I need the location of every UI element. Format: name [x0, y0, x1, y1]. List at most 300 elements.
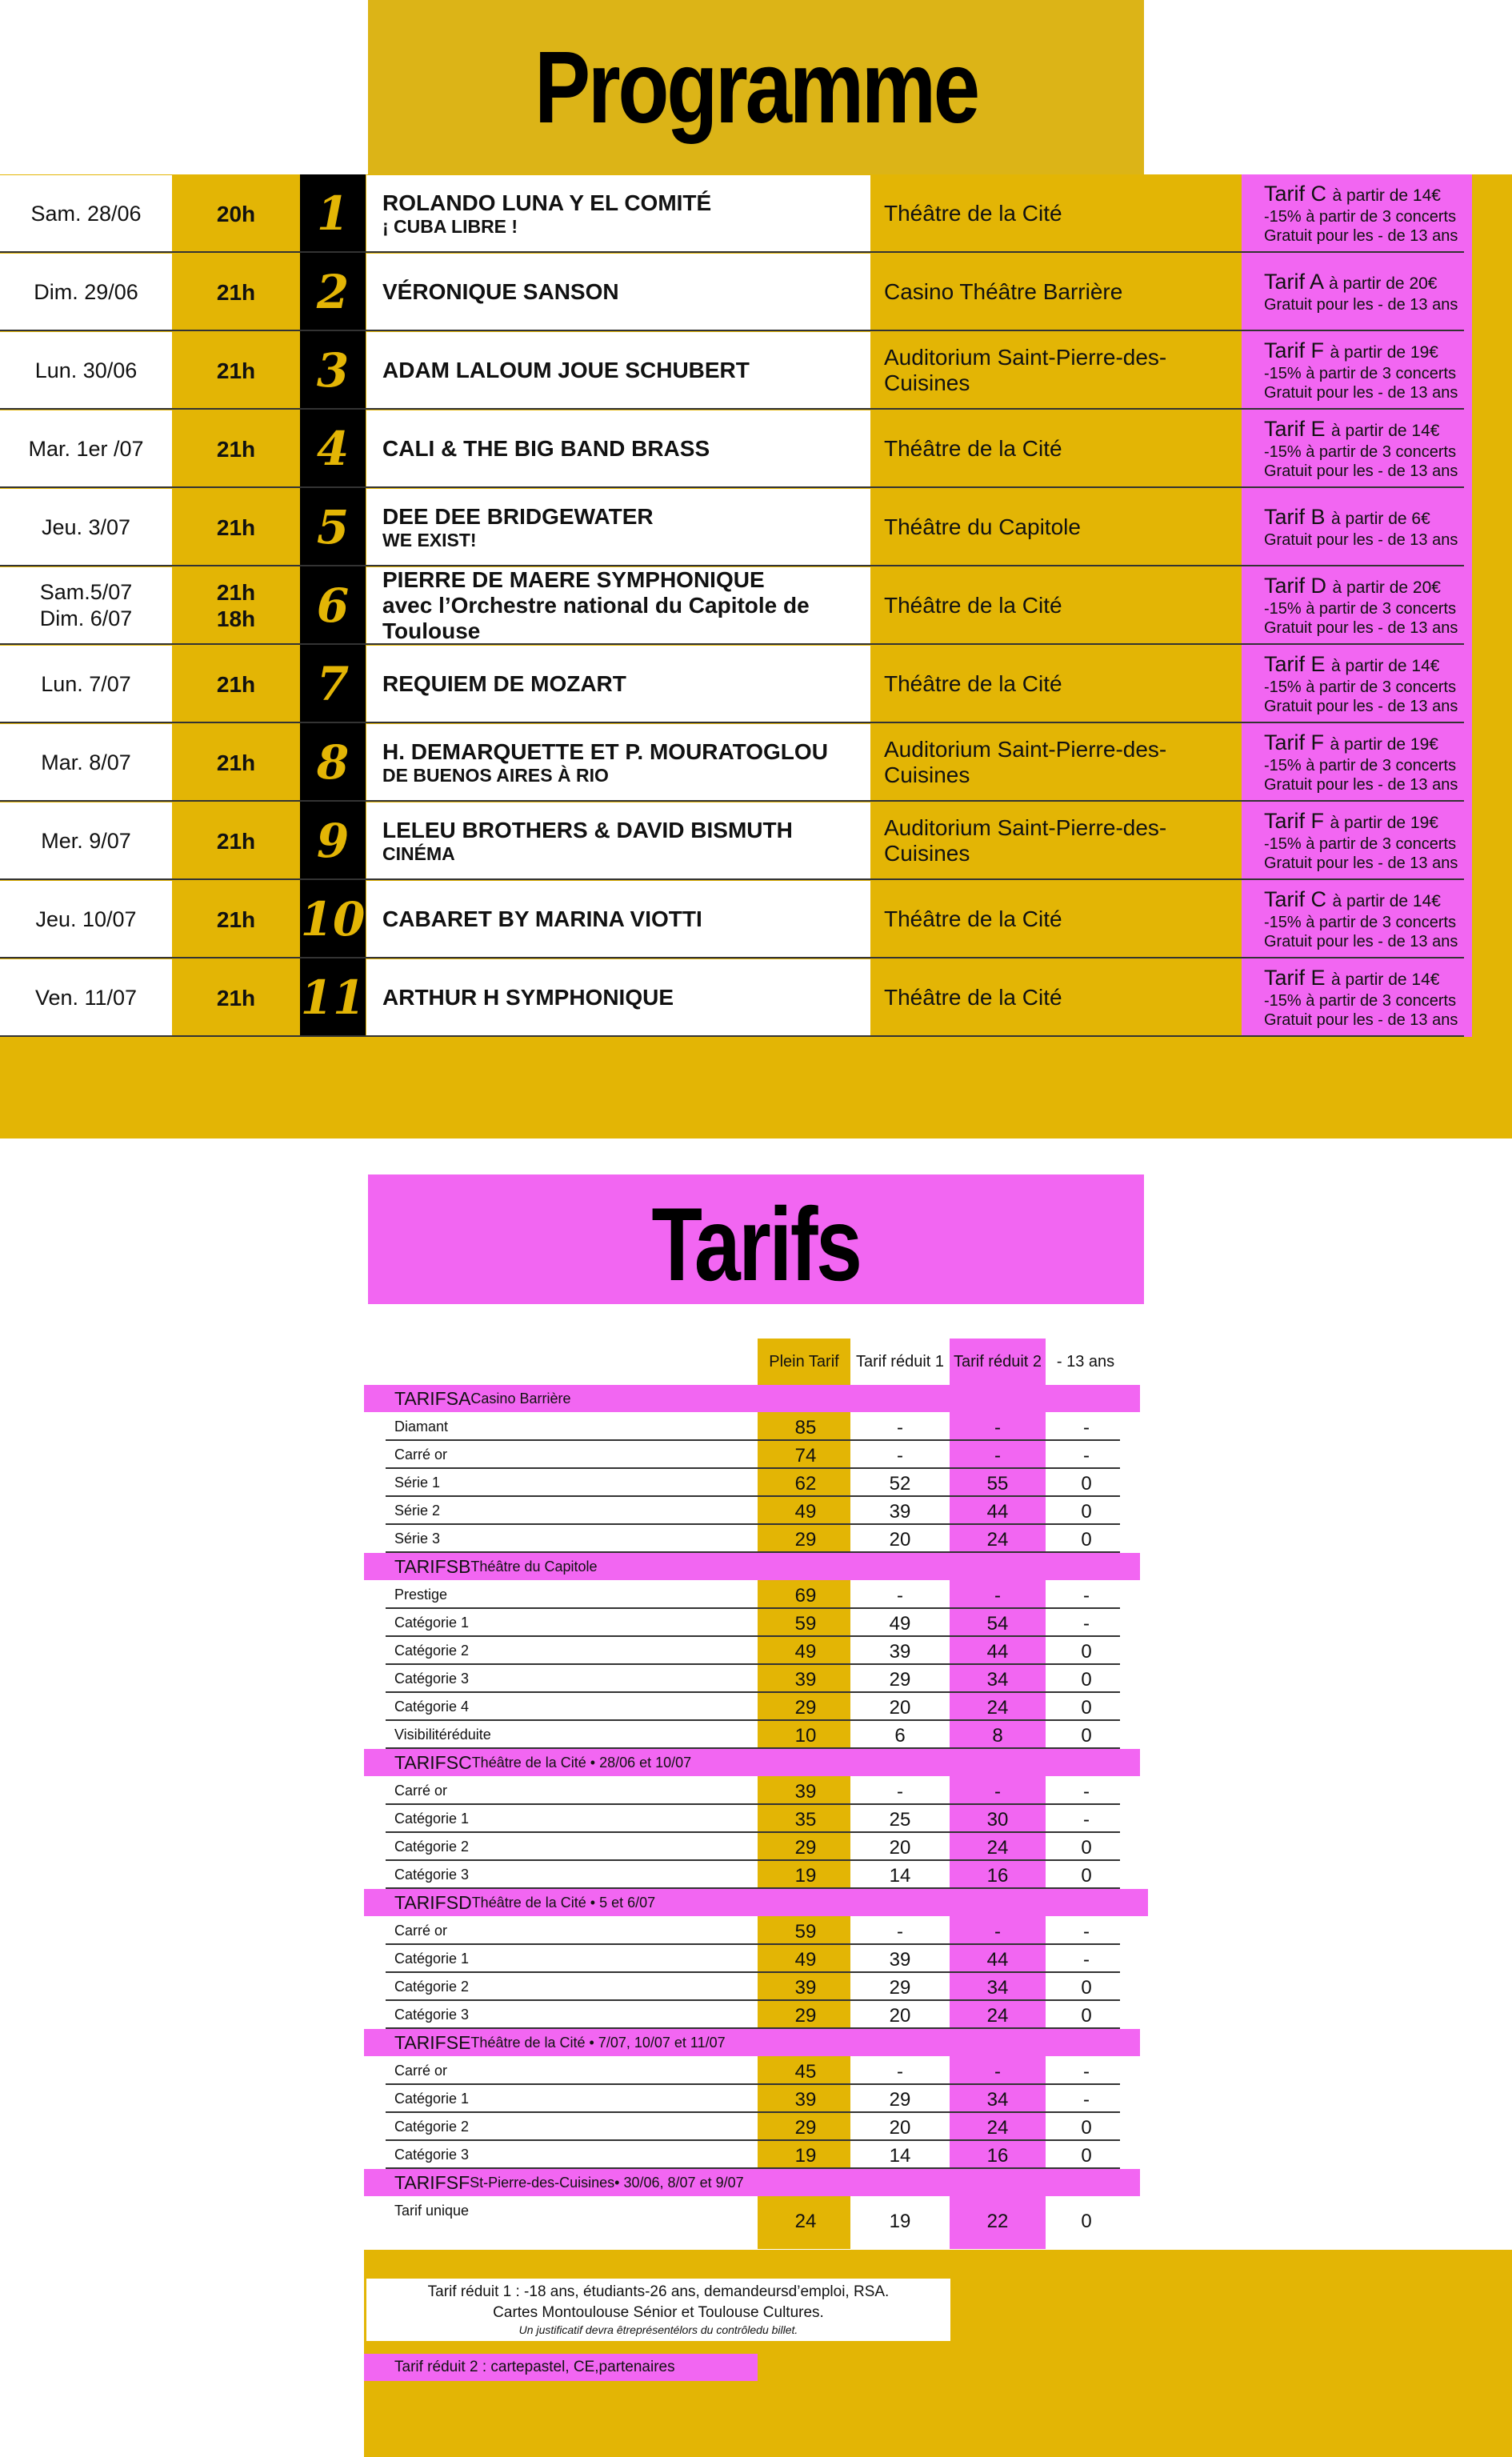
tarif-category: Carré or — [394, 1447, 448, 1463]
tarif-price: - — [994, 1584, 1001, 1607]
tarif-category: Catégorie 1 — [394, 2091, 470, 2107]
artist-cell — [366, 175, 870, 252]
tarif-section-venue: Théâtre de la Cité • 28/06 et 10/07 — [471, 1754, 692, 1771]
tarif-price: - — [1083, 1948, 1090, 1971]
tarif-line — [1264, 653, 1472, 678]
concert-time: 21h — [216, 828, 256, 854]
artist-cell — [366, 959, 870, 1036]
tarif-name: Tarif C — [1264, 181, 1327, 206]
tarif-category: Carré or — [394, 2063, 448, 2079]
venue-cell: Casino Théâtre Barrière — [884, 279, 1123, 304]
tarif-price: 29 — [794, 1528, 817, 1551]
tarif-section-header — [364, 2029, 1140, 2056]
tarif-price: - — [994, 1920, 1001, 1943]
tarif-price: 20 — [889, 1836, 911, 1859]
date-cell — [0, 724, 172, 801]
time-cell — [172, 332, 300, 409]
tarif-row — [368, 1469, 1120, 1497]
tarif-from: à partir de 14€ — [1331, 421, 1440, 440]
tarif-name: Tarif F — [1264, 808, 1325, 833]
tarif-price: 59 — [794, 1612, 817, 1635]
tarif-price: 29 — [794, 2116, 817, 2139]
tarif-price: 29 — [794, 2004, 817, 2027]
tarif-section-venue: Théâtre de la Cité • 7/07, 10/07 et 11/07 — [470, 2034, 726, 2051]
tarif-cell — [1242, 645, 1472, 723]
concert-date: Dim. 29/06 — [34, 279, 138, 304]
programme-row — [0, 723, 1512, 802]
concert-subtitle: WE EXIST! — [382, 530, 477, 550]
tarif-row — [368, 1441, 1120, 1469]
tarif-detail: -15% à partir de 3 concerts — [1264, 364, 1457, 382]
tarif-price: - — [897, 2060, 903, 2083]
time-cell — [172, 489, 300, 566]
tarif-detail: Gratuit pour les - de 13 ans — [1264, 462, 1458, 480]
tarif-price: 0 — [1081, 2144, 1092, 2167]
tarif-section-title: TARIFSB — [394, 1555, 471, 1577]
tarif-row — [368, 1777, 1120, 1805]
tarif-price: 39 — [889, 1640, 911, 1663]
tarif-detail: Gratuit pour les - de 13 ans — [1264, 1010, 1458, 1029]
tarif-row — [368, 1693, 1120, 1721]
tarif-price: 19 — [794, 2144, 817, 2167]
tarif-price: 39 — [889, 1948, 911, 1971]
tarif-row — [368, 1945, 1120, 1973]
tarif-price: 24 — [986, 1528, 1009, 1551]
tarif-price: 34 — [986, 1668, 1009, 1691]
concert-time: 18h — [216, 606, 256, 631]
tarif-price: 0 — [1081, 1500, 1092, 1523]
tarif-category: Catégorie 3 — [394, 1671, 470, 1687]
tarif-price: 24 — [794, 2210, 817, 2232]
date-cell — [0, 646, 172, 722]
tarif-cell — [1242, 723, 1472, 802]
tarif-line — [1264, 810, 1472, 834]
tarif-cell — [1242, 410, 1472, 488]
tarif-section-venue: Théâtre de la Cité • 5 et 6/07 — [471, 1894, 656, 1911]
tarif-section-title: TARIFSD — [394, 1891, 472, 1913]
tarif-line — [1264, 270, 1472, 295]
tarif-row — [368, 2057, 1120, 2085]
concert-date: Sam. 28/06 — [30, 201, 142, 226]
tarif-price: - — [1083, 1612, 1090, 1635]
tarif-line — [1264, 574, 1472, 599]
concert-subtitle: avec l’Orchestre national du Capitole de Toulouse — [382, 593, 810, 643]
tarif-price: - — [994, 1444, 1001, 1467]
tarif-row — [368, 1805, 1120, 1833]
tarif-detail: -15% à partir de 3 concerts — [1264, 991, 1457, 1010]
time-cell — [172, 646, 300, 722]
tarif-row — [368, 2085, 1120, 2113]
tarif-price: 0 — [1081, 1640, 1092, 1663]
concert-date: Mer. 9/07 — [41, 828, 131, 853]
tarif-detail: Gratuit pour les - de 13 ans — [1264, 932, 1458, 950]
tarif-price: 19 — [794, 1864, 817, 1887]
tarif-price: 55 — [986, 1472, 1009, 1495]
tarif-detail: -15% à partir de 3 concerts — [1264, 599, 1457, 618]
concert-date: Mar. 1er /07 — [28, 436, 144, 461]
tarif-price: 29 — [794, 1696, 817, 1719]
tarif-price: 6 — [894, 1724, 906, 1747]
tarif-price: 29 — [889, 2088, 911, 2111]
tarif-price: 24 — [986, 1696, 1009, 1719]
time-cell — [172, 410, 300, 487]
artist-cell — [366, 881, 870, 958]
tarif-price: - — [897, 1584, 903, 1607]
concert-title: CALI & THE BIG BAND BRASS — [382, 436, 710, 461]
tarif-row — [368, 1525, 1120, 1553]
tarif-price: 20 — [889, 1528, 911, 1551]
concert-date: Lun. 30/06 — [34, 358, 138, 382]
row-divider — [0, 1035, 1464, 1037]
tarif-price: 20 — [889, 1696, 911, 1719]
note-reduit1-line2: Cartes Montoulouse Sénior et Toulouse Cultures. — [493, 2304, 824, 2321]
venue-cell: Théâtre du Capitole — [884, 514, 1081, 539]
artist-cell — [366, 802, 870, 879]
tarif-price: - — [1083, 1780, 1090, 1803]
tarif-detail: Gratuit pour les - de 13 ans — [1264, 383, 1458, 402]
concert-number: 6 — [300, 566, 366, 645]
note-tarif-reduit-1 — [366, 2279, 950, 2341]
tarif-category: Catégorie 4 — [394, 1699, 470, 1715]
tarif-name: Tarif E — [1264, 416, 1326, 441]
tarif-category: Tarif unique — [394, 2203, 470, 2219]
tarif-category: Catégorie 3 — [394, 2007, 470, 2023]
programme-title: Programme — [534, 30, 978, 145]
tarif-detail: Gratuit pour les - de 13 ans — [1264, 618, 1458, 637]
concert-number: 7 — [300, 645, 366, 723]
tarif-price: - — [1083, 1416, 1090, 1439]
tarif-from: à partir de 19€ — [1330, 342, 1438, 362]
tarif-price: 0 — [1081, 1668, 1092, 1691]
tarif-price: 0 — [1081, 1836, 1092, 1859]
col-header-plein: Plein Tarif — [769, 1352, 839, 1371]
concert-date: Mar. 8/07 — [41, 750, 131, 774]
date-cell — [0, 489, 172, 566]
tarif-detail: Gratuit pour les - de 13 ans — [1264, 697, 1458, 715]
tarif-detail: -15% à partir de 3 concerts — [1264, 442, 1457, 461]
tarif-price: 34 — [986, 1976, 1009, 1999]
tarif-category: Carré or — [394, 1783, 448, 1799]
tarif-price: 85 — [794, 1416, 817, 1439]
tarif-price: 16 — [986, 2144, 1009, 2167]
tarif-detail: Gratuit pour les - de 13 ans — [1264, 854, 1458, 872]
tarif-price: 24 — [986, 1836, 1009, 1859]
tarif-section-venue: St-Pierre-des-Cuisines• 30/06, 8/07 et 9/07 — [470, 2174, 744, 2191]
tarif-name: Tarif E — [1264, 651, 1326, 676]
tarif-row — [368, 2113, 1120, 2141]
concert-title: DEE DEE BRIDGEWATER — [382, 504, 654, 529]
tarif-price: 54 — [986, 1612, 1009, 1635]
time-cell — [172, 724, 300, 801]
tarif-section-header — [364, 2169, 1140, 2196]
tarif-section-title: TARIFSA — [394, 1387, 471, 1409]
note-reduit2-text: Tarif réduit 2 : cartepastel, CE,partenaires — [394, 2359, 675, 2375]
tarif-price: 44 — [986, 1500, 1009, 1523]
date-cell — [0, 175, 172, 252]
tarif-detail: -15% à partir de 3 concerts — [1264, 913, 1457, 931]
tarif-from: à partir de 20€ — [1329, 274, 1438, 293]
tarif-cell — [1242, 958, 1472, 1037]
concert-date: Lun. 7/07 — [41, 671, 131, 696]
tarif-category: Catégorie 1 — [394, 1811, 470, 1827]
time-cell — [172, 959, 300, 1036]
tarif-price: 34 — [986, 2088, 1009, 2111]
tarif-section-header — [364, 1385, 1140, 1412]
tarif-from: à partir de 19€ — [1330, 734, 1438, 754]
tarif-price: 20 — [889, 2004, 911, 2027]
concert-number: 10 — [300, 880, 366, 958]
tarif-category: Diamant — [394, 1419, 449, 1435]
programme-row — [0, 174, 1512, 253]
artist-cell — [366, 489, 870, 566]
tarif-row — [368, 1833, 1120, 1861]
tarif-row — [368, 1581, 1120, 1609]
concert-date: Jeu. 10/07 — [35, 906, 137, 931]
tarif-price: 25 — [889, 1808, 911, 1831]
tarif-price: 29 — [889, 1668, 911, 1691]
tarif-cell — [1242, 488, 1472, 566]
tarif-row — [368, 1637, 1120, 1665]
tarif-cell — [1242, 174, 1472, 253]
tarif-price: - — [994, 2060, 1001, 2083]
tarif-category: Catégorie 2 — [394, 1979, 470, 1995]
artist-cell — [366, 724, 870, 801]
concert-title: ROLANDO LUNA Y EL COMITÉ — [382, 190, 712, 215]
tarif-row — [368, 1973, 1120, 2001]
concert-date: Sam.5/07 — [39, 580, 133, 604]
concert-subtitle: ¡ CUBA LIBRE ! — [382, 216, 518, 237]
tarif-price: - — [897, 1780, 903, 1803]
tarif-from: à partir de 14€ — [1331, 656, 1440, 675]
concert-title: H. DEMARQUETTE ET P. MOURATOGLOU — [382, 739, 828, 764]
programme-row — [0, 410, 1512, 488]
note-reduit1-line3: Un justificatif devra êtreprésentélors du contrôledu billet. — [518, 2323, 798, 2336]
tarif-price: 29 — [889, 1976, 911, 1999]
tarif-name: Tarif F — [1264, 730, 1325, 754]
tarif-price: - — [897, 1416, 903, 1439]
tarif-line — [1264, 506, 1472, 530]
tarif-category: Catégorie 2 — [394, 1643, 470, 1659]
venue-cell: Théâtre de la Cité — [884, 906, 1062, 931]
tarif-category: Série 3 — [394, 1531, 441, 1547]
tarif-from: à partir de 14€ — [1332, 186, 1441, 205]
tarif-row — [368, 1665, 1120, 1693]
tarif-price: 0 — [1081, 1528, 1092, 1551]
tarif-price: 8 — [992, 1724, 1003, 1747]
tarif-price: 44 — [986, 1640, 1009, 1663]
tarif-section-header — [364, 1889, 1148, 1916]
artist-cell — [366, 332, 870, 409]
tarif-price: 39 — [794, 2088, 817, 2111]
artist-cell — [366, 254, 870, 330]
tarif-detail: -15% à partir de 3 concerts — [1264, 678, 1457, 696]
tarif-category: Série 1 — [394, 1475, 441, 1491]
tarif-price: 14 — [889, 2144, 911, 2167]
tarif-from: à partir de 6€ — [1331, 509, 1430, 528]
tarif-line — [1264, 966, 1472, 991]
col-header-moins13: - 13 ans — [1056, 1352, 1115, 1371]
concert-time: 21h — [216, 750, 256, 775]
tarif-name: Tarif E — [1264, 965, 1326, 990]
date-cell — [0, 881, 172, 958]
concert-time: 21h — [216, 906, 256, 932]
tarif-price: 49 — [889, 1612, 911, 1635]
tarif-price: 0 — [1081, 2210, 1092, 2232]
date-cell — [0, 332, 172, 409]
tarif-price: 0 — [1081, 2116, 1092, 2139]
tarif-category: Catégorie 1 — [394, 1951, 470, 1967]
date-cell — [0, 254, 172, 330]
concert-number: 3 — [300, 331, 366, 410]
tarif-category: Carré or — [394, 1923, 448, 1939]
tarifs-title: Tarifs — [651, 1186, 861, 1303]
tarif-price: 49 — [794, 1948, 817, 1971]
concert-time: 20h — [216, 201, 256, 226]
tarif-category: Visibilitéréduite — [394, 1727, 491, 1743]
time-cell — [172, 802, 300, 879]
tarif-price: 49 — [794, 1640, 817, 1663]
concert-title: LELEU BROTHERS & DAVID BISMUTH — [382, 818, 793, 842]
venue-cell: Théâtre de la Cité — [884, 671, 1062, 696]
tarif-price: - — [1083, 2088, 1090, 2111]
tarif-price: 49 — [794, 1500, 817, 1523]
tarif-from: à partir de 14€ — [1332, 891, 1441, 910]
tarif-detail: Gratuit pour les - de 13 ans — [1264, 295, 1458, 314]
col-header-reduit2: Tarif réduit 2 — [953, 1352, 1042, 1371]
tarif-price: 0 — [1081, 2004, 1092, 2027]
tarif-detail: Gratuit pour les - de 13 ans — [1264, 530, 1458, 549]
tarif-section-header — [364, 1749, 1140, 1776]
tarif-detail: -15% à partir de 3 concerts — [1264, 834, 1457, 853]
tarif-row — [368, 1497, 1120, 1525]
tarif-section-title: TARIFSC — [394, 1751, 472, 1773]
tarif-cell — [1242, 566, 1472, 645]
concert-time: 21h — [216, 985, 256, 1010]
concert-time: 21h — [216, 514, 256, 540]
concert-subtitle: DE BUENOS AIRES À RIO — [382, 765, 609, 786]
tarif-cell — [1242, 253, 1472, 331]
tarif-line — [1264, 731, 1472, 756]
tarif-row — [368, 1861, 1120, 1889]
venue-cell: Théâtre de la Cité — [884, 436, 1062, 461]
tarif-cell — [1242, 331, 1472, 410]
tarif-price: - — [1083, 1920, 1090, 1943]
date-cell — [0, 959, 172, 1036]
concert-number: 5 — [300, 488, 366, 566]
concert-time: 21h — [216, 436, 256, 462]
tarif-category: Catégorie 1 — [394, 1615, 470, 1631]
tarif-line — [1264, 888, 1472, 913]
venue-cell: Auditorium Saint-Pierre-des-Cuisines — [884, 815, 1167, 866]
tarif-price: 62 — [794, 1472, 817, 1495]
artist-cell — [366, 410, 870, 487]
artist-cell — [366, 646, 870, 722]
tarif-price: 30 — [986, 1808, 1009, 1831]
tarif-detail: Gratuit pour les - de 13 ans — [1264, 775, 1458, 794]
venue-cell: Théâtre de la Cité — [884, 985, 1062, 1010]
concert-time: 21h — [216, 358, 256, 383]
note-reduit1-line1: Tarif réduit 1 : -18 ans, étudiants-26 ans, demandeursd’emploi, RSA. — [427, 2283, 890, 2300]
concert-date: Ven. 11/07 — [34, 985, 138, 1010]
tarif-price: 39 — [794, 1780, 817, 1803]
tarif-detail: -15% à partir de 3 concerts — [1264, 207, 1457, 226]
tarif-section-title: TARIFSF — [394, 2171, 470, 2193]
tarif-section-venue: Casino Barrière — [470, 1390, 571, 1407]
tarif-price: 59 — [794, 1920, 817, 1943]
tarif-price: - — [897, 1444, 903, 1467]
tarif-category: Catégorie 2 — [394, 2119, 470, 2135]
concert-number: 2 — [300, 253, 366, 331]
tarif-price: 22 — [986, 2210, 1009, 2232]
tarif-section-header — [364, 1553, 1140, 1580]
date-cell — [0, 410, 172, 487]
tarif-price: - — [994, 1780, 1001, 1803]
tarif-cell — [1242, 802, 1472, 880]
concert-time: 21h — [216, 279, 256, 305]
concert-title: PIERRE DE MAERE SYMPHONIQUE — [382, 567, 765, 592]
tarif-name: Tarif A — [1264, 269, 1323, 294]
tarif-price: 24 — [986, 2004, 1009, 2027]
artist-cell — [366, 567, 870, 644]
concert-title: VÉRONIQUE SANSON — [382, 279, 619, 304]
tarif-price: 0 — [1081, 1724, 1092, 1747]
tarif-category: Catégorie 3 — [394, 2147, 470, 2163]
tarif-from: à partir de 14€ — [1331, 970, 1440, 989]
tarif-price: 19 — [889, 2210, 911, 2232]
tarif-category: Série 2 — [394, 1503, 441, 1519]
tarif-price: 0 — [1081, 1976, 1092, 1999]
tarif-price: 74 — [794, 1444, 817, 1467]
date-cell — [0, 802, 172, 879]
concert-title: ADAM LALOUM JOUE SCHUBERT — [382, 358, 750, 382]
concert-number: 4 — [300, 410, 366, 488]
tarif-price: - — [994, 1416, 1001, 1439]
concert-number: 1 — [300, 174, 366, 253]
tarif-price: 45 — [794, 2060, 817, 2083]
tarif-line — [1264, 339, 1472, 364]
tarif-row — [368, 2141, 1120, 2169]
tarif-price: 44 — [986, 1948, 1009, 1971]
tarif-price: - — [1083, 1584, 1090, 1607]
note-tarif-reduit-2 — [364, 2354, 758, 2381]
tarif-price: 35 — [794, 1808, 817, 1831]
programme-row — [0, 645, 1512, 723]
tarif-price: 24 — [986, 2116, 1009, 2139]
tarif-price: 52 — [889, 1472, 911, 1495]
tarif-price: 69 — [794, 1584, 817, 1607]
programme-row — [0, 880, 1512, 958]
concert-time: 21h — [216, 671, 256, 697]
tarif-category: Catégorie 2 — [394, 1839, 470, 1855]
tarif-category: Catégorie 3 — [394, 1867, 470, 1883]
tarif-section-title: TARIFSE — [394, 2031, 471, 2053]
tarif-cell — [1242, 880, 1472, 958]
tarif-name: Tarif B — [1264, 504, 1326, 529]
programme-row — [0, 253, 1512, 331]
programme-row — [0, 331, 1512, 410]
tarif-detail: Gratuit pour les - de 13 ans — [1264, 226, 1458, 245]
tarif-price: - — [1083, 1444, 1090, 1467]
tarif-row — [368, 1721, 1120, 1749]
concert-number: 8 — [300, 723, 366, 802]
venue-cell: Auditorium Saint-Pierre-des-Cuisines — [884, 345, 1167, 395]
tarif-price: - — [1083, 2060, 1090, 2083]
concert-title: REQUIEM DE MOZART — [382, 671, 626, 696]
tarif-detail: -15% à partir de 3 concerts — [1264, 756, 1457, 774]
venue-cell: Auditorium Saint-Pierre-des-Cuisines — [884, 737, 1167, 787]
tarif-price: 39 — [794, 1976, 817, 1999]
tarif-price: - — [897, 1920, 903, 1943]
